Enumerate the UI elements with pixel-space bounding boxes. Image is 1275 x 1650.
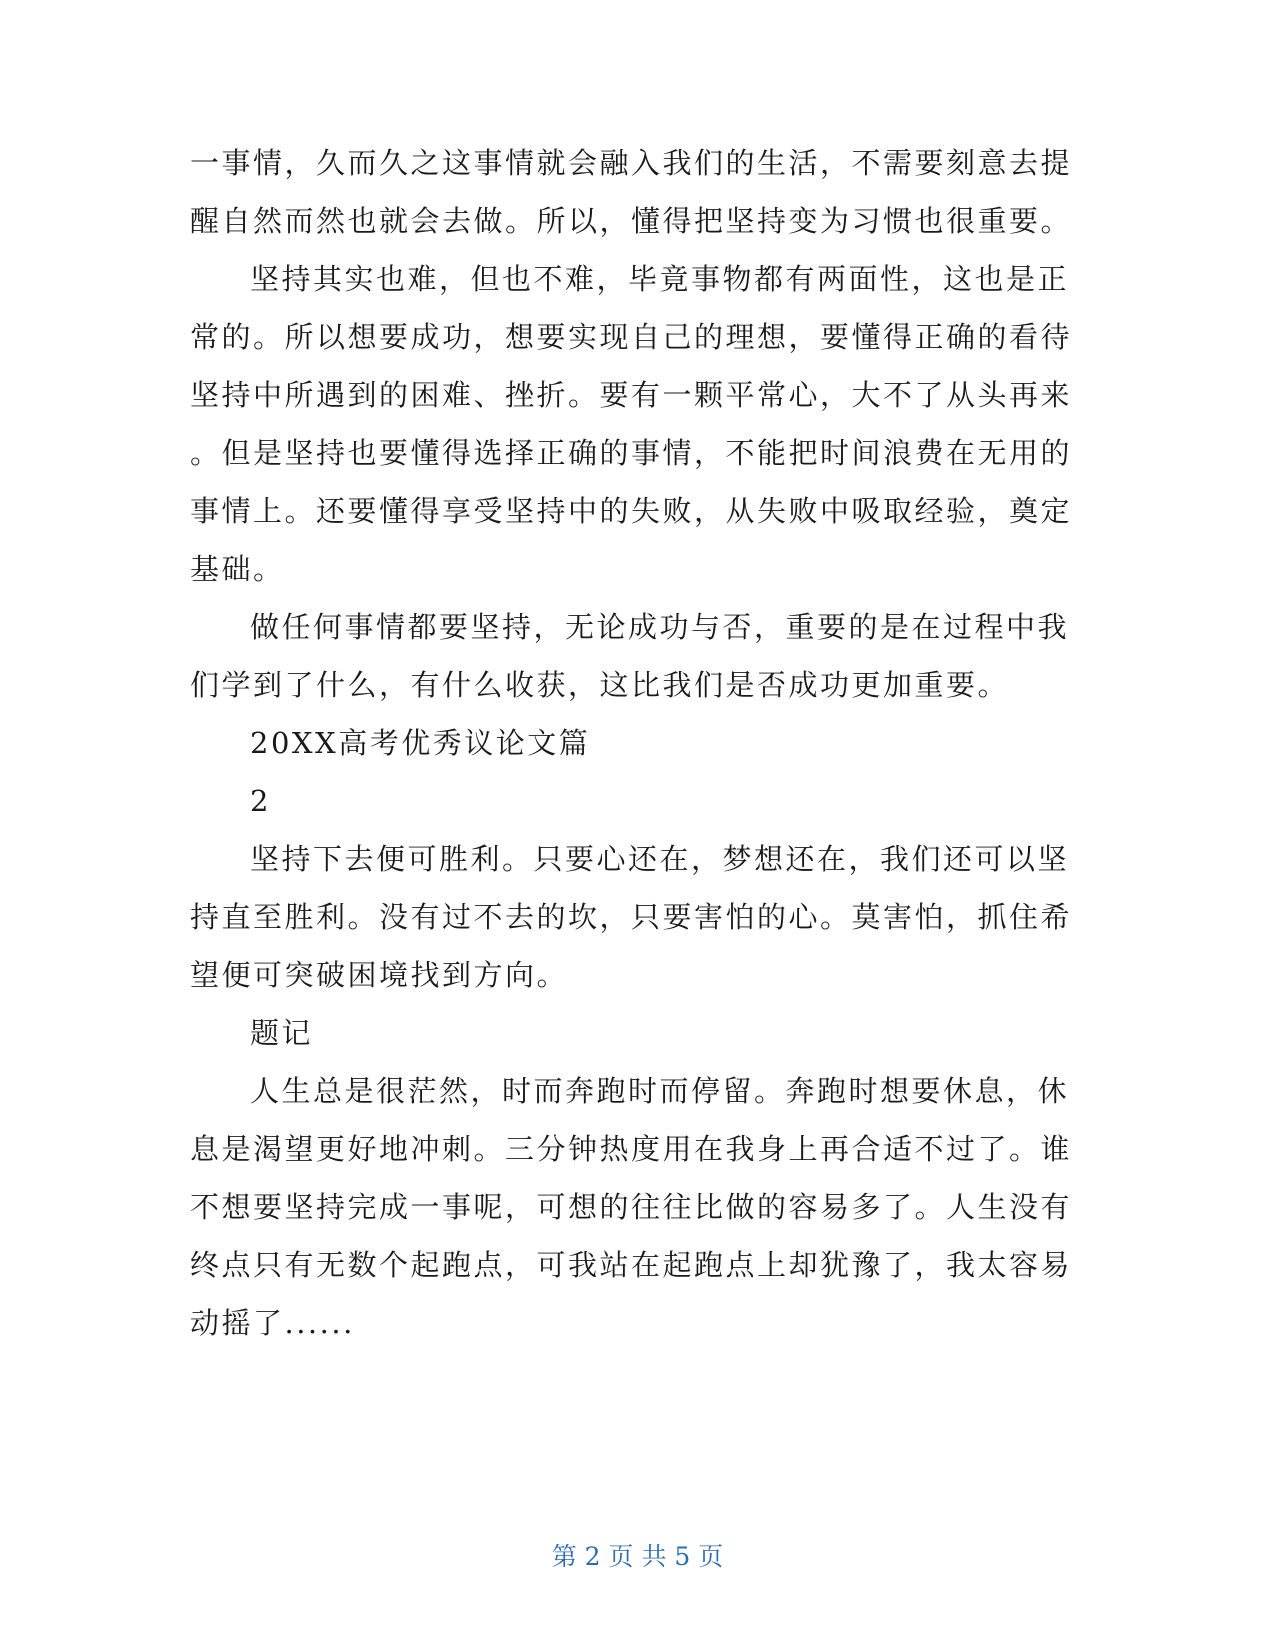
text-line: 息是渴望更好地冲刺。三分钟热度用在我身上再合适不过了。谁 xyxy=(190,1132,1073,1166)
text-line: 一事情，久而久之这事情就会融入我们的生活，不需要刻意去提 xyxy=(190,146,1073,180)
paragraph-start-line: 人生总是很茫然，时而奔跑时而停留。奔跑时想要休息，休 xyxy=(250,1074,1070,1108)
text-line: 事情上。还要懂得享受坚持中的失败，从失败中吸取经验，奠定 xyxy=(190,494,1073,528)
text-line: 不想要坚持完成一事呢，可想的往往比做的容易多了。人生没有 xyxy=(190,1190,1073,1224)
inscription-label: 题记 xyxy=(250,1016,314,1050)
paragraph-start-line: 做任何事情都要坚持，无论成功与否，重要的是在过程中我 xyxy=(250,610,1070,644)
text-line: 们学到了什么，有什么收获，这比我们是否成功更加重要。 xyxy=(190,668,1010,702)
text-line: 坚持中所遇到的困难、挫折。要有一颗平常心，大不了从头再来 xyxy=(190,378,1073,412)
section-number: 2 xyxy=(250,784,271,818)
text-line: 常的。所以想要成功，想要实现自己的理想，要懂得正确的看待 xyxy=(190,320,1073,354)
text-line: 基础。 xyxy=(190,552,285,586)
text-line: 望便可突破困境找到方向。 xyxy=(190,958,569,992)
text-line: 动摇了...... xyxy=(190,1306,355,1340)
section-heading: 20XX高考优秀议论文篇 xyxy=(250,726,591,760)
paragraph-start-line: 坚持下去便可胜利。只要心还在，梦想还在，我们还可以坚 xyxy=(250,842,1070,876)
text-line: 。但是坚持也要懂得选择正确的事情，不能把时间浪费在无用的 xyxy=(190,436,1073,470)
text-line: 持直至胜利。没有过不去的坎，只要害怕的心。莫害怕，抓住希 xyxy=(190,900,1073,934)
text-line: 终点只有无数个起跑点，可我站在起跑点上却犹豫了，我太容易 xyxy=(190,1248,1073,1282)
page-number-footer: 第 2 页 共 5 页 xyxy=(551,1542,724,1571)
paragraph-start-line: 坚持其实也难，但也不难，毕竟事物都有两面性，这也是正 xyxy=(250,262,1070,296)
text-line: 醒自然而然也就会去做。所以，懂得把坚持变为习惯也很重要。 xyxy=(190,204,1073,238)
